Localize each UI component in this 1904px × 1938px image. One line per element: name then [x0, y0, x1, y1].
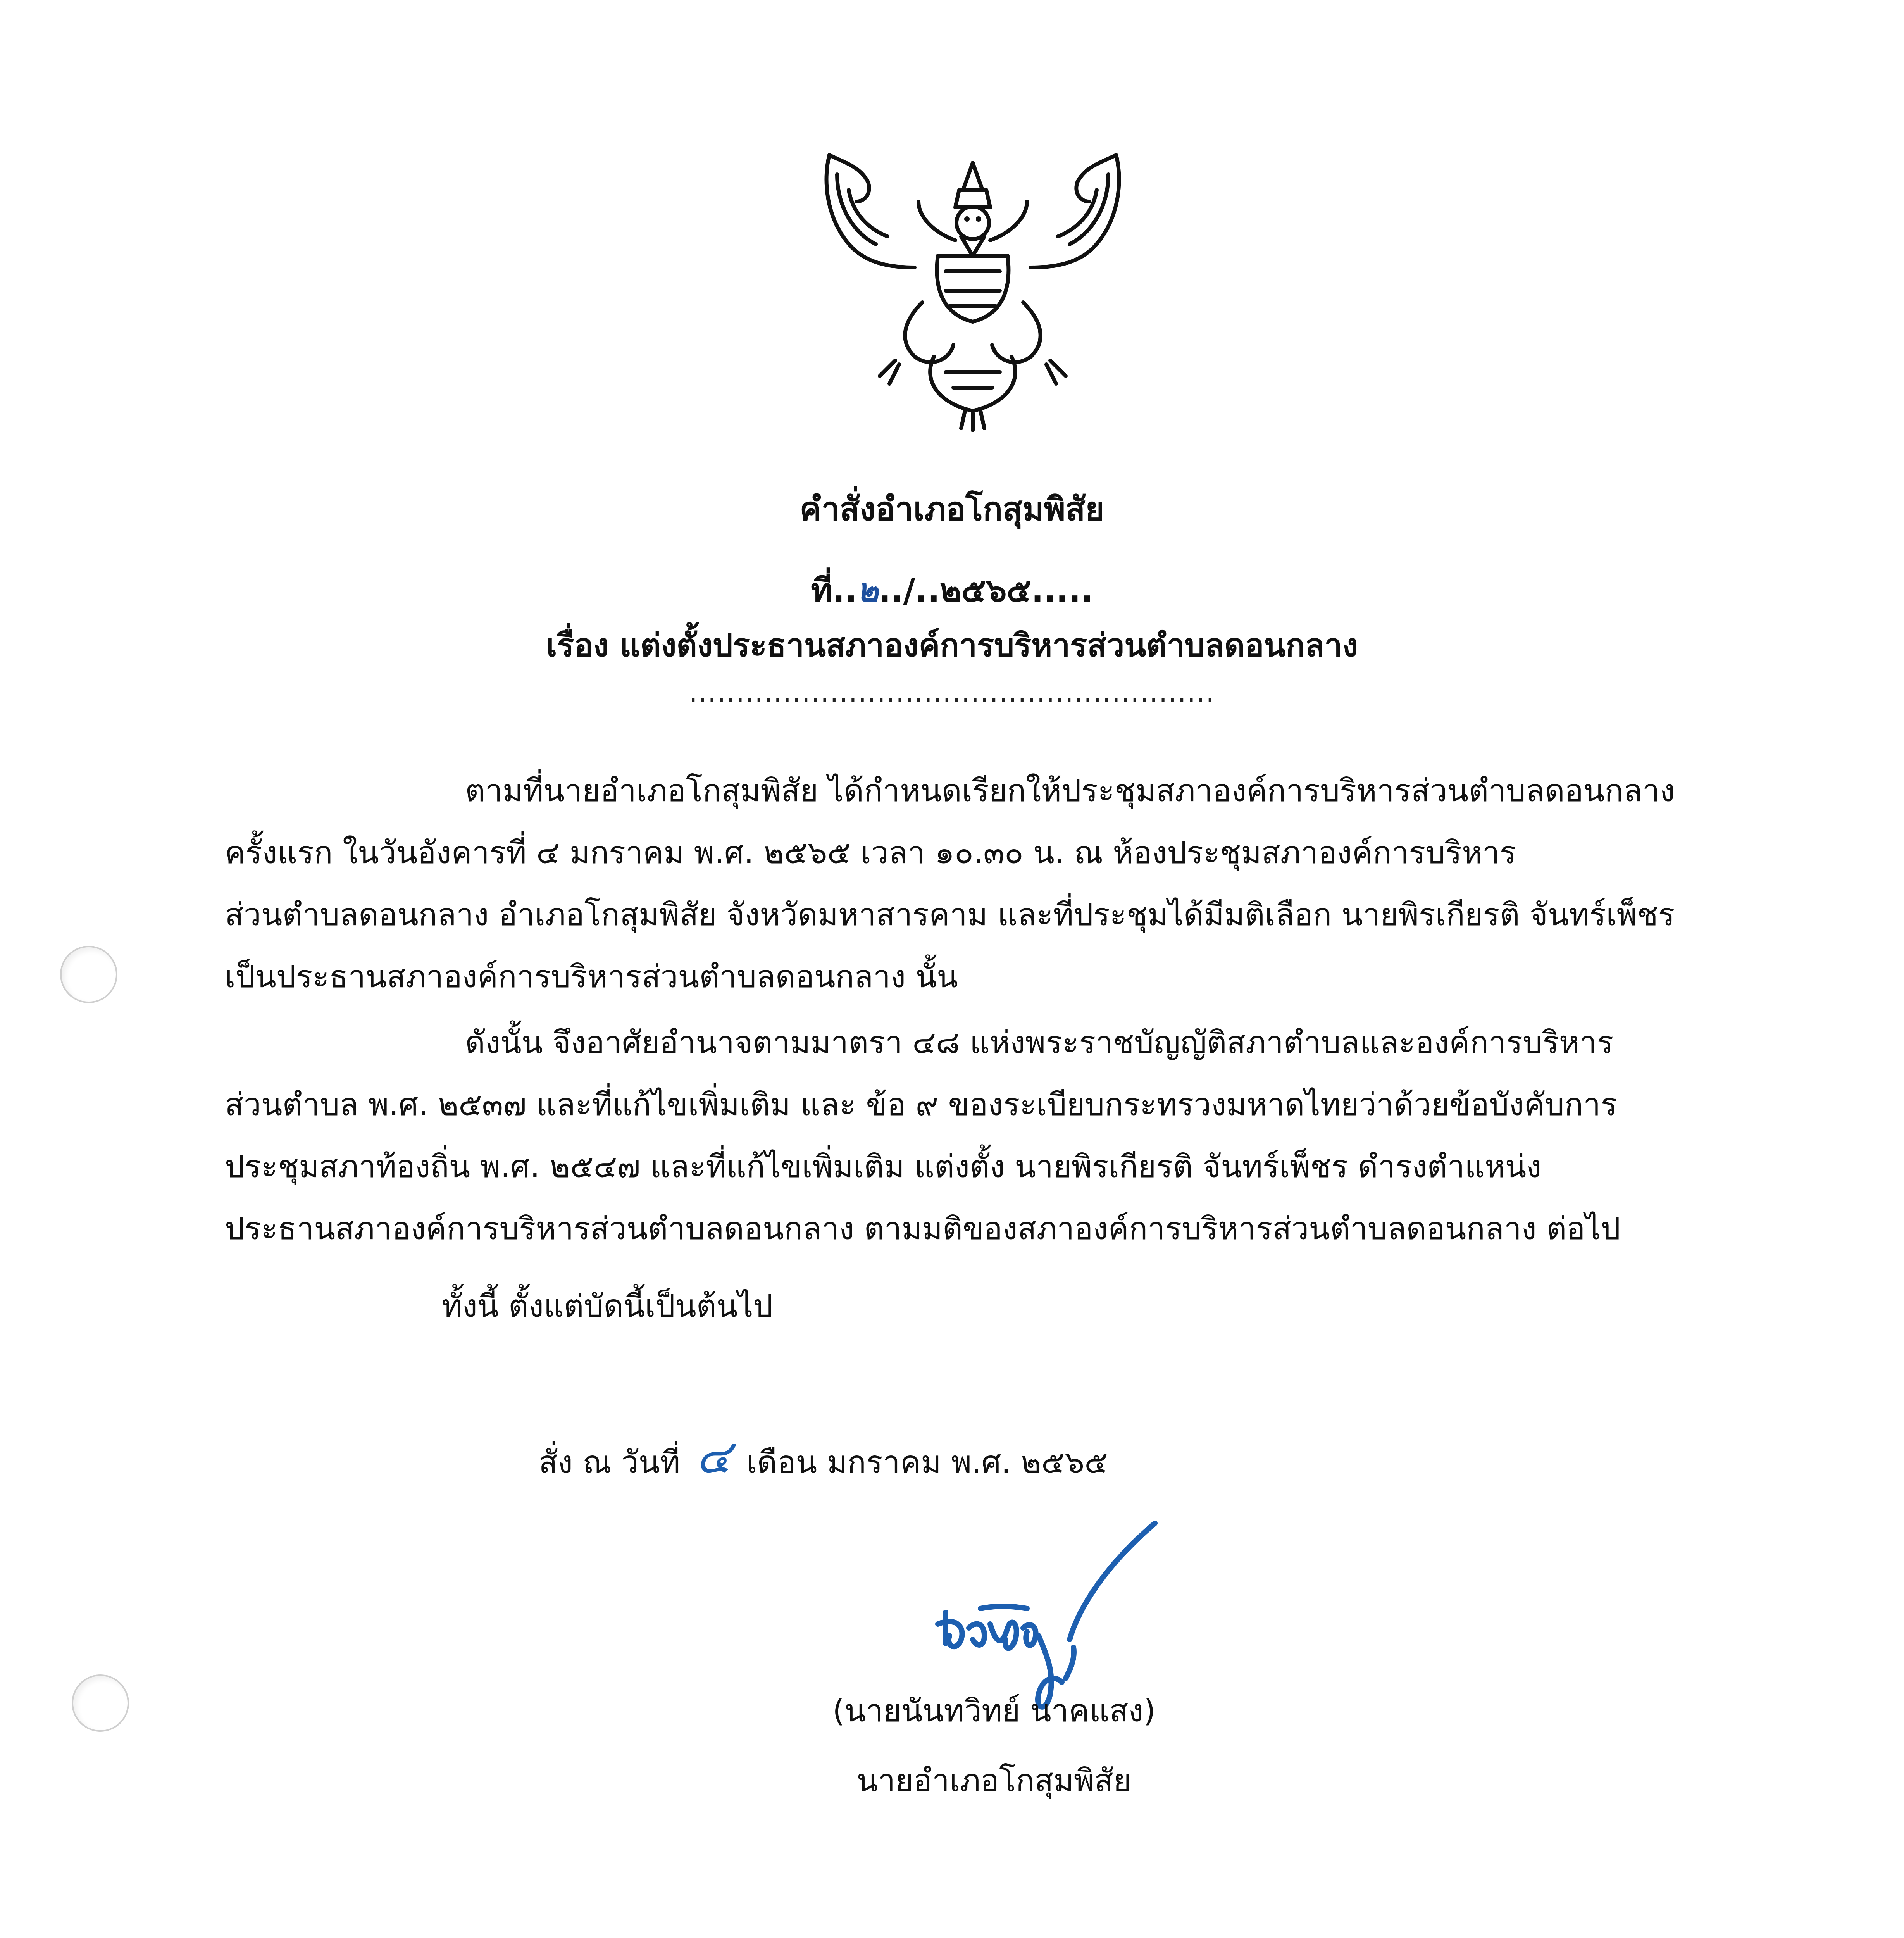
paragraph2-line3: ประชุมสภาท้องถิ่น พ.ศ. ๒๕๔๗ และที่แก้ไขเพิ่มเติม แต่งตั้ง นายพิรเกียรติ จันทร์เพ็ชร ดำรงตำแหน่ง [225, 1148, 1542, 1185]
paragraph1-line2: ครั้งแรก ในวันอังคารที่ ๔ มกราคม พ.ศ. ๒๕๖๕ เวลา ๑๐.๓๐ น. ณ ห้องประชุมสภาองค์การบริหาร [225, 835, 1516, 871]
effective-statement: ทั้งนี้ ตั้งแต่บัดนี้เป็นต้นไป [442, 1288, 773, 1324]
paragraph1-line3: ส่วนตำบลดอนกลาง อำเภอโกสุมพิสัย จังหวัดมหาสารคาม และที่ประชุมได้มีมติเลือก นายพิรเกียรติ จันทร์เพ็ชร [225, 897, 1675, 933]
signing-date [539, 1430, 1108, 1484]
signing-date-prefix: สั่ง ณ วันที่ [539, 1444, 681, 1480]
order-number-prefix: ที่.. [811, 571, 857, 609]
paragraph1-line4: เป็นประธานสภาองค์การบริหารส่วนตำบลดอนกลาง นั้น [225, 959, 958, 995]
paragraph2-line2: ส่วนตำบล พ.ศ. ๒๕๓๗ และที่แก้ไขเพิ่มเติม และ ข้อ ๙ ของระเบียบกระทรวงมหาดไทยว่าด้วยข้อบังคับการ [225, 1086, 1618, 1122]
separator-dots: ........................................................ [689, 676, 1215, 708]
punch-hole-top [60, 946, 117, 1003]
order-title: คำสั่งอำเภอโกสุมพิสัย [800, 490, 1104, 528]
order-number [0, 564, 1904, 616]
order-number-suffix: ../..๒๕๖๕..... [878, 571, 1093, 609]
paragraph1-line1: ตามที่นายอำเภอโกสุมพิสัย ได้กำหนดเรียกให้ประชุมสภาองค์การบริหารส่วนตำบลดอนกลาง [465, 772, 1675, 809]
paragraph2-line1: ดังนั้น จึงอาศัยอำนาจตามมาตรา ๔๘ แห่งพระราชบัญญัติสภาตำบลและองค์การบริหาร [465, 1024, 1614, 1060]
garuda-emblem [806, 140, 1139, 434]
signer-position: นายอำเภอโกสุมพิสัย [856, 1762, 1132, 1798]
paragraph2-line4: ประธานสภาองค์การบริหารส่วนตำบลดอนกลาง ตามมติของสภาองค์การบริหารส่วนตำบลดอนกลาง ต่อไป [225, 1210, 1621, 1247]
order-subject: เรื่อง แต่งตั้งประธานสภาองค์การบริหารส่วนตำบลดอนกลาง [546, 627, 1358, 664]
punch-hole-bottom [72, 1674, 129, 1732]
order-number-handwritten: ๒ [857, 571, 879, 609]
signing-date-suffix: เดือน มกราคม พ.ศ. ๒๕๖๕ [746, 1444, 1108, 1480]
signing-date-day-handwritten: ๔ [696, 1430, 731, 1484]
signer-name: (นายนันทวิทย์ นาคแสง) [832, 1693, 1156, 1729]
